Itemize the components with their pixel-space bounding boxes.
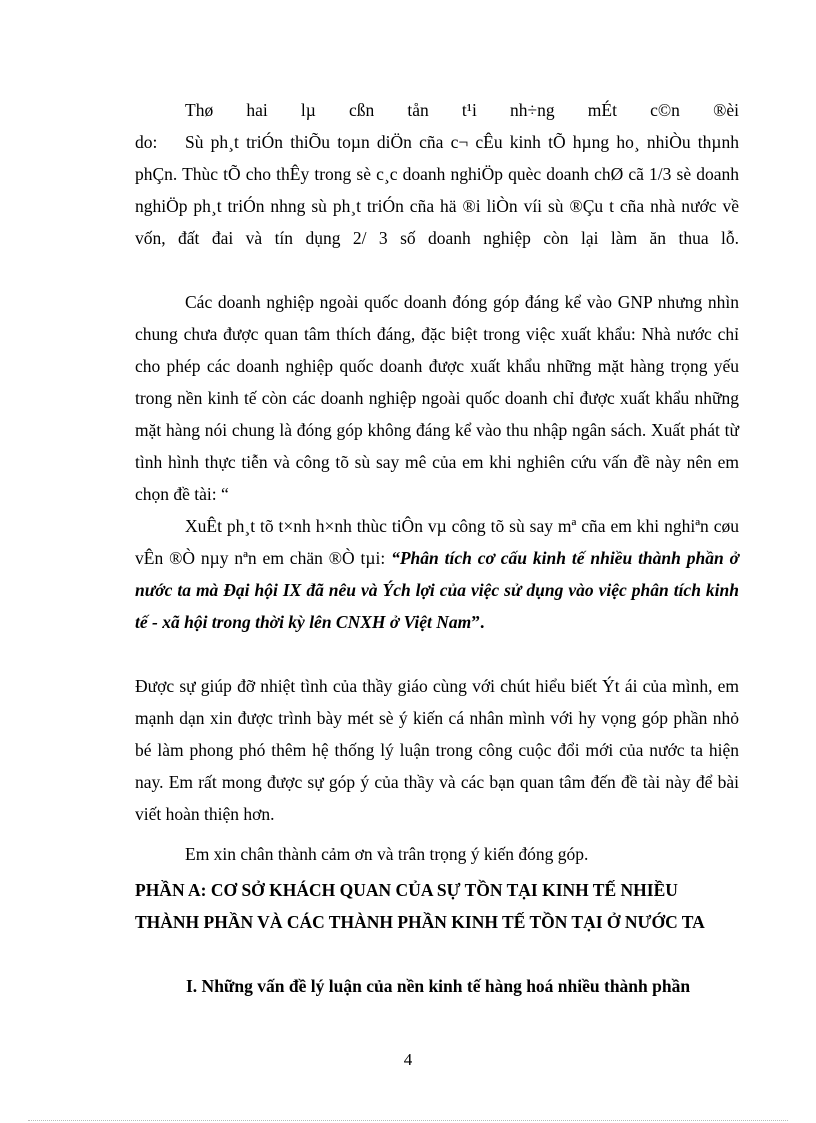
- paragraph-3: [135, 286, 739, 510]
- paragraph-3-text: Các doanh nghiệp ngoài quốc doanh đóng góp đáng kể vào GNP nhưng nhìn chung chưa được quan tâm thích đáng, đặc biệt trong việc xuất khẩu: Nhà nước chỉ cho phép các doanh nghiệp quốc doanh được xuất khẩu những mặt hàng trọng yếu trong nền kinh tế còn các doanh nghiệp ngoài quốc doanh chỉ được xuất khẩu những mặt hàng nói chung là đóng góp không đáng kể vào thu nhập ngân sách. Xuất phát từ tình hình thực tiễn và công tõ sù say mê của em khi nghiên cứu vấn đề này nên em chọn đề tài: “: [135, 292, 739, 504]
- page-number: 4: [403, 1050, 413, 1069]
- paragraph-6-text: Em xin chân thành cảm ơn và trân trọng ý kiến đóng góp.: [185, 844, 589, 864]
- paragraph-4: [135, 510, 739, 638]
- section-subheading: I. Những vấn đề lý luận của nền kinh tế hàng hoá nhiều thành phần: [186, 976, 691, 996]
- paragraph-5: [135, 670, 739, 830]
- topic-title: “Phân tích cơ cấu kinh tế nhiều thành phần ở nước ta mà Đại hội IX đã nêu và Ých lợi của việc sử dụng vào việc phân tích kinh tế - xã hội trong thời kỳ lên CNXH ở Việt Nam: [135, 548, 739, 632]
- section-heading: PHẦN A: CƠ SỞ KHÁCH QUAN CỦA SỰ TỒN TẠI KINH TẾ NHIỀU THÀNH PHẦN VÀ CÁC THÀNH PHẦN KINH TẾ TỒN TẠI Ở NƯỚC TA: [135, 880, 705, 932]
- footer-rule: [28, 1120, 788, 1121]
- topic-title-end: ”.: [471, 612, 485, 632]
- paragraph-2-text: Sù ph¸t triÓn thiÕu toµn diÖn cña c¬ cÊu kinh tÕ hµng ho¸ nhiÒu thµnh phÇn. Thùc tÕ cho thÊy trong sè c¸c doanh nghiÖp quèc doanh chØ cã 1/3 sè doanh nghiÖp ph¸t triÓn nhng sù ph¸t triÓn cña hä ®i liÒn víi sù ®Çu t cña nhà nước về vốn, đất đai và tín dụng 2/ 3 số doanh nghiệp còn lại làm ăn thua lỗ.: [135, 132, 739, 248]
- paragraph-5-text: Được sự giúp đỡ nhiệt tình của thầy giáo cùng với chút hiểu biết Ýt ái của mình, em mạnh dạn xin được trình bày mét sè ý kiến cá nhân mình với hy vọng góp phần nhỏ bé làm phong phó thêm hệ thống lý luận trong công cuộc đổi mới của nước ta hiện nay. Em rất mong được sự góp ý của thầy và các bạn quan tâm đến đề tài này để bài viết hoàn thiện hơn.: [135, 676, 739, 824]
- paragraph-6: [135, 838, 739, 870]
- paragraph-2: [135, 126, 739, 254]
- paragraph-4-text: XuÊt ph¸t tõ t×nh h×nh thùc tiÔn vµ công tõ sù say mª cña em khi nghiªn cøu vÊn ®Ò nµy nªn em chän ®Ò tµi:: [135, 516, 739, 568]
- paragraph-1-text: Thø hai lµ cßn tån t¹i nh÷ng mÉt c©n ®èi do:: [135, 100, 739, 152]
